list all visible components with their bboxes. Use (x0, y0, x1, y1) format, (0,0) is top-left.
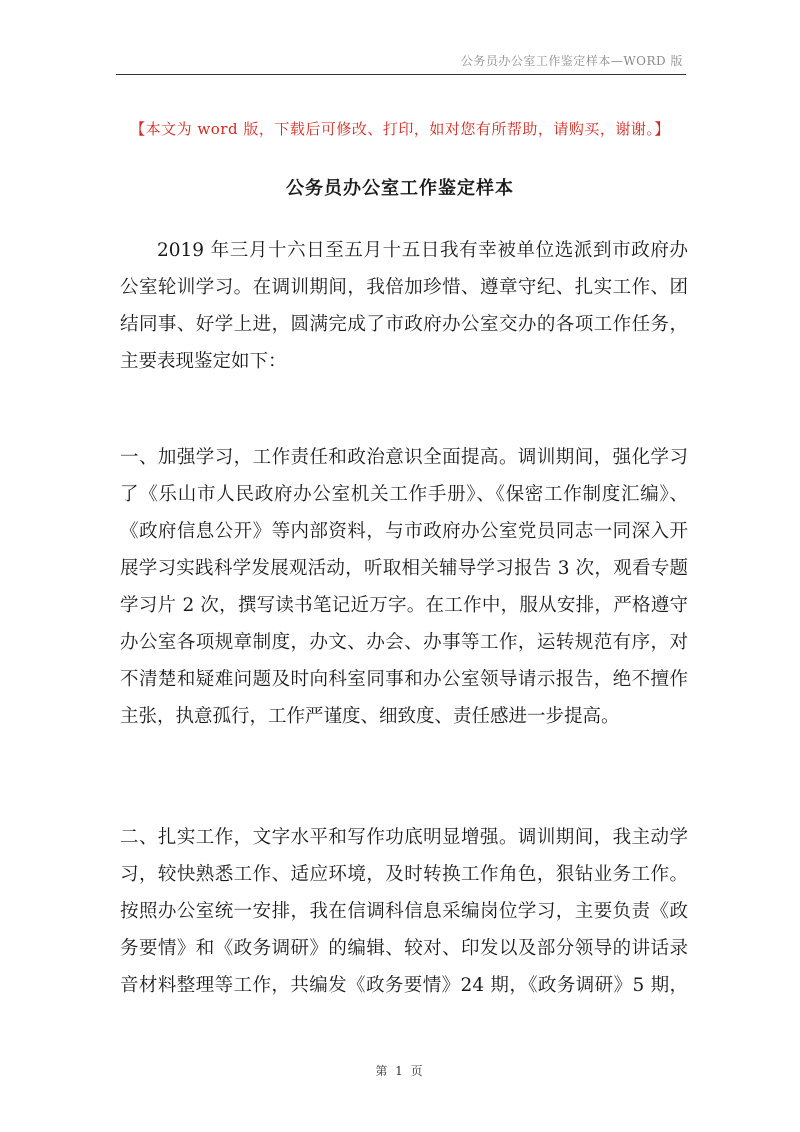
paragraph-line: 《政府信息公开》等内部资料，与市政府办公室党员同志一同深入开 (120, 521, 688, 542)
paragraph-line: 展学习实践科学发展观活动，听取相关辅导学习报告 3 次，观看专题 (120, 558, 688, 579)
paragraph-section-2 (120, 819, 688, 1004)
paragraph-line: 二、扎实工作，文字水平和写作功底明显增强。调训期间，我主动学 (120, 827, 688, 848)
paragraph-line: 学习片 2 次，撰写读书笔记近万字。在工作中，服从安排，严格遵守 (120, 595, 688, 616)
paragraph-line: 办公室各项规章制度，办文、办会、办事等工作，运转规范有序，对 (120, 632, 688, 653)
paragraph-line: 结同事、好学上进，圆满完成了市政府办公室交办的各项工作任务， (120, 314, 688, 335)
paragraph-line: 不清楚和疑难问题及时向科室同事和办公室领导请示报告，绝不擅作 (120, 669, 688, 690)
header-divider (116, 74, 686, 75)
paragraph-line: 音材料整理等工作，共编发《政务要情》24 期，《政务调研》5 期， (120, 975, 688, 996)
paragraph-line: 按照办公室统一安排，我在信调科信息采编岗位学习，主要负责《政 (120, 901, 688, 922)
purchase-notice: 【本文为 word 版，下载后可修改、打印，如对您有所帮助，请购买，谢谢。】 (130, 120, 670, 138)
paragraph-line: 公室轮训学习。在调训期间，我倍加珍惜、遵章守纪、扎实工作、团 (120, 277, 688, 298)
paragraph-line: 主要表现鉴定如下： (120, 351, 287, 372)
paragraph-line: 习，较快熟悉工作、适应环境，及时转换工作角色，狠钻业务工作。 (120, 864, 688, 885)
running-header: 公务员办公室工作鉴定样本—WORD 版 (460, 54, 683, 68)
paragraph-line: 2019 年三月十六日至五月十五日我有幸被单位选派到市政府办 (157, 240, 688, 261)
page-number: 第 1 页 (375, 1064, 425, 1078)
paragraph-line: 一、加强学习，工作责任和政治意识全面提高。调训期间，强化学习 (120, 447, 688, 468)
paragraph-line: 主张，执意孤行，工作严谨度、细致度、责任感进一步提高。 (120, 706, 620, 727)
paragraph-section-1 (120, 439, 688, 735)
paragraph-intro (120, 232, 688, 380)
paragraph-line: 务要情》和《政务调研》的编辑、较对、印发以及部分领导的讲话录 (120, 938, 688, 959)
paragraph-line: 了《乐山市人民政府办公室机关工作手册》、《保密工作制度汇编》、 (120, 484, 688, 505)
document-title: 公务员办公室工作鉴定样本 (286, 178, 514, 199)
